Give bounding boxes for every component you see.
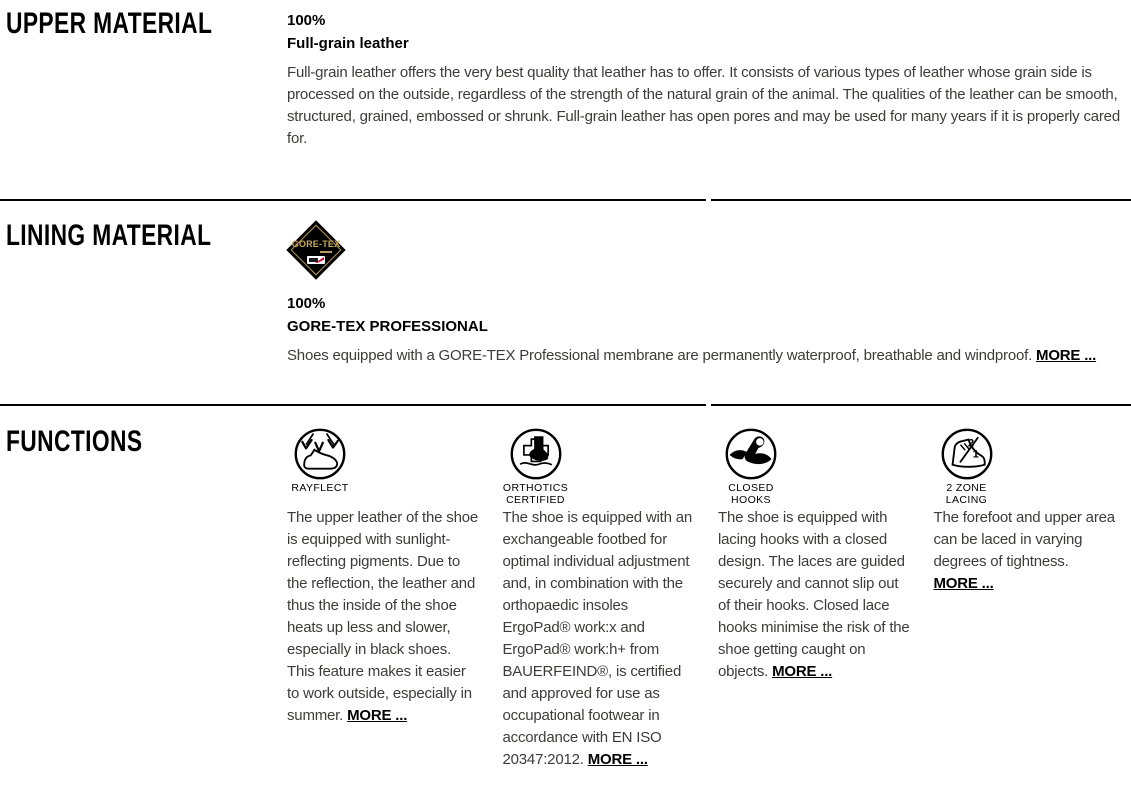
- functions-title: FUNCTIONS: [6, 425, 143, 458]
- lining-material-title: LINING MATERIAL: [6, 219, 212, 252]
- functions-grid: [287, 427, 1127, 771]
- function-col-2-zone-lacing: [934, 427, 1128, 771]
- two-zone-lacing-icon: [940, 427, 994, 481]
- section-lining-material: [0, 201, 1131, 404]
- function-col-closed-hooks: [718, 427, 912, 771]
- section-upper-material: [0, 0, 1131, 199]
- section-divider: [0, 404, 1131, 406]
- function-description: The forefoot and upper area can be laced in varying degrees of tightness. MORE ...: [933, 509, 1115, 592]
- rayflect-label: RAYFLECT: [291, 482, 349, 494]
- gore-tex-badge-word: GORE-TEX: [291, 239, 341, 249]
- lining-percentage: 100%: [287, 295, 326, 312]
- rayflect-more-link[interactable]: MORE ...: [347, 707, 408, 724]
- function-col-orthotics-certified: [503, 427, 697, 771]
- lining-description-text: Shoes equipped with a GORE-TEX Professional membrane are permanently waterproof, breathable and windproof.: [287, 347, 1033, 364]
- lining-more-link[interactable]: MORE ...: [1036, 347, 1097, 364]
- lining-material-name: GORE-TEX PROFESSIONAL: [287, 318, 488, 335]
- divider-segment: [0, 404, 706, 406]
- function-description: The shoe is equipped with lacing hooks with a closed design. The laces are guided securely and cannot slip out of their hooks. Closed lace hooks minimise the risk of the shoe getting caught on objects. MORE ...: [718, 509, 910, 680]
- zone-number-bottom: 1: [972, 448, 979, 461]
- section-divider: [0, 199, 1131, 201]
- divider-segment: [711, 404, 1131, 406]
- closed-hooks-icon: [724, 427, 778, 481]
- upper-material-name: Full-grain leather: [287, 35, 409, 52]
- upper-material-title: UPPER MATERIAL: [6, 7, 213, 40]
- divider-segment: [0, 199, 706, 201]
- function-col-rayflect: [287, 427, 481, 771]
- orthotics-certified-label: ORTHOTICS CERTIFIED: [502, 482, 569, 506]
- function-description: The upper leather of the shoe is equipped with sunlight-reflecting pigments. Due to the reflection, the leather and thus the inside of the shoe heats up less and slower, especially in black shoes. This feature makes it easier to work outside, especially in summer. MORE ...: [287, 509, 479, 724]
- section-functions: [0, 406, 1131, 785]
- orthotics-certified-more-link[interactable]: MORE ...: [587, 751, 648, 768]
- rayflect-icon: [293, 427, 347, 481]
- two-zone-lacing-more-link[interactable]: MORE ...: [933, 575, 994, 592]
- divider-segment: [711, 199, 1131, 201]
- upper-material-percentage: 100%: [287, 12, 326, 29]
- orthotics-certified-icon: [509, 427, 563, 481]
- gore-tex-badge: [287, 221, 345, 279]
- gore-mini-logo: [307, 256, 325, 264]
- closed-hooks-more-link[interactable]: MORE ...: [772, 663, 833, 680]
- closed-hooks-label: CLOSED HOOKS: [728, 482, 774, 506]
- gore-tex-badge-subline: [320, 251, 332, 253]
- two-zone-lacing-label: 2 ZONE LACING: [945, 482, 988, 506]
- zone-number-top: 2: [967, 437, 974, 450]
- lining-description: [287, 345, 1127, 367]
- function-description: The shoe is equipped with an exchangeable footbed for optimal individual adjustment and, in combination with the orthopaedic insoles ErgoPad® work:x and ErgoPad® work:h+ from BAUERFEIND®, is certified and approved for use as occupational footwear in accordance with EN ISO 20347:2012. MORE ...: [502, 509, 693, 768]
- upper-material-description: Full-grain leather offers the very best quality that leather has to offer. It consists of various types of leather whose grain side is processed on the outside, regardless of the strength of the natural grain of the animal. The qualities of the leather can be smooth, structured, grained, embossed or shrunk. Full-grain leather has open pores and may be used for many years if it is properly cared for.: [287, 64, 1120, 147]
